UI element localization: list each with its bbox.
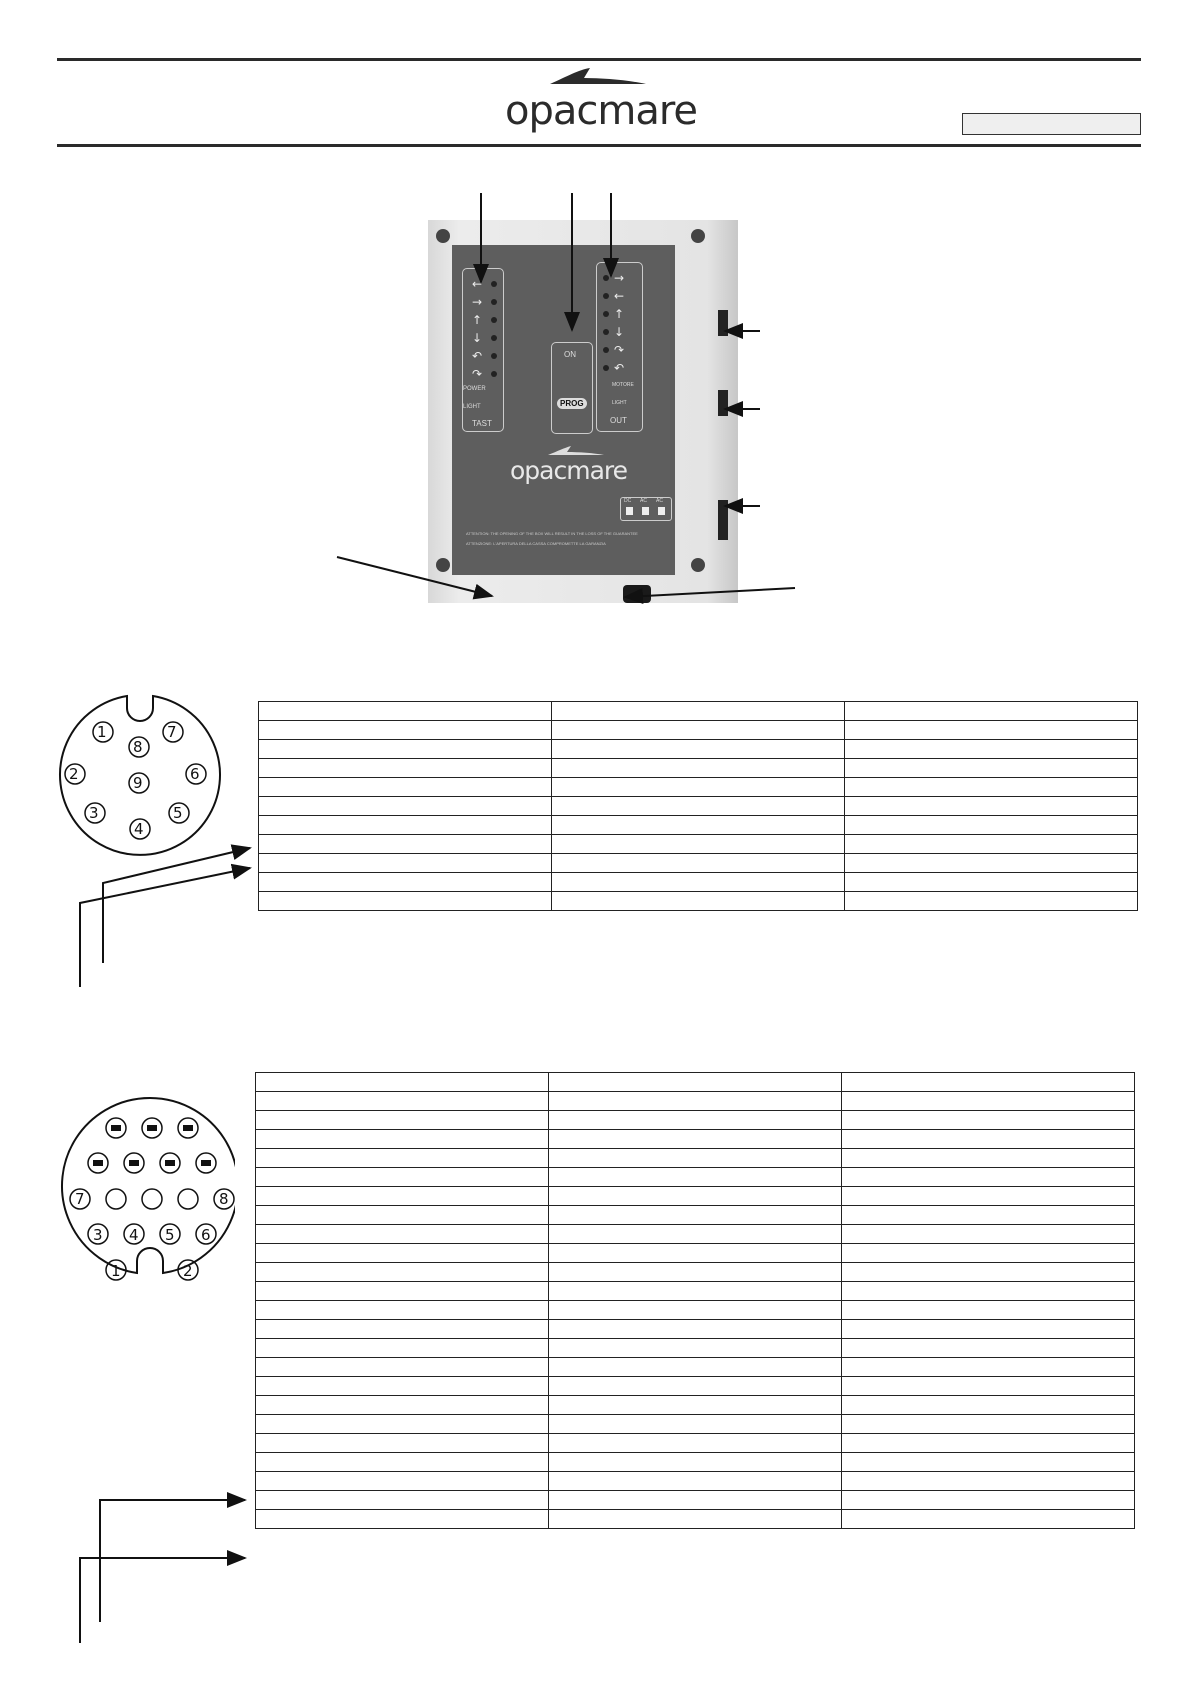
table-cell <box>842 1301 1135 1320</box>
table-cell <box>842 1453 1135 1472</box>
connector-14pin-markers <box>55 1093 235 1283</box>
table-cell <box>256 1092 549 1111</box>
warning-text-en: ATTENTION: THE OPENING OF THE BOX WILL RESULT IN THE LOSS OF THE GUARANTEE <box>466 531 638 536</box>
status-label-ac-1: AC <box>640 498 647 504</box>
table-cell <box>842 1472 1135 1491</box>
table-cell <box>549 1206 842 1225</box>
light-out-label: LIGHT <box>612 400 627 406</box>
table-cell <box>552 702 845 721</box>
warning-text-it: ATTENZIONE: L'APERTURA DELLA CASSA COMPROMETTE LA GARANZIA <box>466 541 606 546</box>
table-cell <box>842 1282 1135 1301</box>
table-row <box>256 1073 1135 1092</box>
table-cell <box>256 1073 549 1092</box>
table-cell <box>256 1377 549 1396</box>
table-row <box>259 721 1138 740</box>
svg-text:→: → <box>472 295 483 309</box>
table-row <box>256 1358 1135 1377</box>
table-row <box>256 1187 1135 1206</box>
svg-text:↷: ↷ <box>472 367 483 381</box>
table-row <box>256 1510 1135 1529</box>
table-cell <box>842 1111 1135 1130</box>
svg-text:↶: ↶ <box>472 349 483 363</box>
table-cell <box>552 721 845 740</box>
table-row <box>256 1225 1135 1244</box>
table-cell <box>259 892 552 911</box>
table-cell <box>842 1092 1135 1111</box>
table-cell <box>549 1396 842 1415</box>
table-row <box>259 778 1138 797</box>
table-row <box>256 1168 1135 1187</box>
table-cell <box>845 873 1138 892</box>
table-cell <box>259 778 552 797</box>
pin1-label: 1 <box>97 723 107 741</box>
table-row <box>256 1320 1135 1339</box>
svg-text:↑: ↑ <box>472 313 483 327</box>
table-cell <box>552 835 845 854</box>
table-cell <box>256 1396 549 1415</box>
table-cell <box>259 740 552 759</box>
out-label: OUT <box>610 416 627 425</box>
power-label: POWER <box>463 386 486 392</box>
table-row <box>256 1130 1135 1149</box>
table-cell <box>842 1491 1135 1510</box>
table-cell <box>845 759 1138 778</box>
table-cell <box>549 1301 842 1320</box>
table-row <box>256 1396 1135 1415</box>
table-cell <box>552 873 845 892</box>
table-cell <box>845 892 1138 911</box>
svg-text:↓: ↓ <box>472 331 483 345</box>
table-cell <box>845 816 1138 835</box>
table2-callout-arrows <box>0 1480 280 1650</box>
pin8-label-c2: 8 <box>219 1190 229 1208</box>
table-cell <box>256 1415 549 1434</box>
table-cell <box>256 1263 549 1282</box>
table-cell <box>256 1320 549 1339</box>
table-row <box>256 1301 1135 1320</box>
pin1-label-c2: 1 <box>111 1262 121 1280</box>
table-row <box>256 1339 1135 1358</box>
table-row <box>256 1415 1135 1434</box>
table-row <box>256 1092 1135 1111</box>
table-cell <box>256 1244 549 1263</box>
svg-text:↓: ↓ <box>614 325 625 339</box>
pin5-label: 5 <box>173 804 183 822</box>
table-cell <box>549 1377 842 1396</box>
table-row <box>259 740 1138 759</box>
table-cell <box>256 1282 549 1301</box>
table-cell <box>256 1206 549 1225</box>
svg-text:↑: ↑ <box>614 307 625 321</box>
table-cell <box>256 1339 549 1358</box>
table-row <box>259 835 1138 854</box>
table-cell <box>256 1111 549 1130</box>
table-cell <box>842 1187 1135 1206</box>
table-cell <box>549 1168 842 1187</box>
pin9-label: 9 <box>133 774 143 792</box>
table-cell <box>549 1320 842 1339</box>
table-cell <box>259 854 552 873</box>
table-cell <box>256 1130 549 1149</box>
table1-callout-arrows <box>0 830 280 1000</box>
table-cell <box>256 1168 549 1187</box>
table-cell <box>549 1491 842 1510</box>
table-cell <box>256 1434 549 1453</box>
table-cell <box>552 854 845 873</box>
table-cell <box>256 1301 549 1320</box>
table-cell <box>549 1434 842 1453</box>
table-cell <box>845 778 1138 797</box>
table-cell <box>259 835 552 854</box>
table-cell <box>549 1339 842 1358</box>
device-callout-arrows <box>0 0 1191 620</box>
table-cell <box>552 740 845 759</box>
table-cell <box>845 854 1138 873</box>
table-cell <box>842 1320 1135 1339</box>
table-cell <box>256 1225 549 1244</box>
table-cell <box>842 1510 1135 1529</box>
status-label-dc: DC <box>624 498 632 504</box>
table-cell <box>549 1111 842 1130</box>
pin6-label: 6 <box>190 765 200 783</box>
table-row <box>259 797 1138 816</box>
table-cell <box>259 873 552 892</box>
table-row <box>256 1111 1135 1130</box>
table-cell <box>256 1187 549 1206</box>
table-cell <box>842 1149 1135 1168</box>
table-row <box>259 854 1138 873</box>
pinout-table-9pin <box>258 701 1138 911</box>
table-cell <box>845 797 1138 816</box>
table-row <box>259 873 1138 892</box>
table-cell <box>845 702 1138 721</box>
table-row <box>259 892 1138 911</box>
table-cell <box>552 778 845 797</box>
svg-text:↷: ↷ <box>614 343 625 357</box>
pin4-label-c2: 4 <box>129 1226 139 1244</box>
table-row <box>259 702 1138 721</box>
table-cell <box>549 1282 842 1301</box>
table-cell <box>549 1187 842 1206</box>
tast-label: TAST <box>472 419 492 428</box>
table-cell <box>549 1472 842 1491</box>
table-row <box>256 1244 1135 1263</box>
pin4-label: 4 <box>134 820 144 838</box>
table-cell <box>256 1358 549 1377</box>
table-cell <box>549 1244 842 1263</box>
table-cell <box>842 1073 1135 1092</box>
svg-text:↶: ↶ <box>614 361 625 375</box>
table-cell <box>845 835 1138 854</box>
table-cell <box>552 759 845 778</box>
pinout-table-14pin <box>255 1072 1135 1529</box>
table-cell <box>842 1206 1135 1225</box>
table-cell <box>259 759 552 778</box>
table-cell <box>845 740 1138 759</box>
table-row <box>256 1472 1135 1491</box>
table-row <box>256 1149 1135 1168</box>
table-cell <box>549 1149 842 1168</box>
pin6-label-c2: 6 <box>201 1226 211 1244</box>
table-cell <box>842 1377 1135 1396</box>
table-cell <box>256 1491 549 1510</box>
table-cell <box>842 1415 1135 1434</box>
table-row <box>256 1206 1135 1225</box>
table-cell <box>842 1339 1135 1358</box>
table-cell <box>256 1453 549 1472</box>
table-row <box>256 1491 1135 1510</box>
svg-text:←: ← <box>614 289 625 303</box>
table-cell <box>259 816 552 835</box>
table-cell <box>549 1130 842 1149</box>
light-label: LIGHT <box>463 404 481 410</box>
pin3-label: 3 <box>89 804 99 822</box>
table-cell <box>842 1263 1135 1282</box>
pin7-label-c2: 7 <box>75 1190 85 1208</box>
pin3-label-c2: 3 <box>93 1226 103 1244</box>
table-cell <box>259 721 552 740</box>
table-cell <box>842 1130 1135 1149</box>
table-cell <box>549 1453 842 1472</box>
table-cell <box>256 1149 549 1168</box>
table-cell <box>842 1434 1135 1453</box>
table-row <box>259 759 1138 778</box>
pin5-label-c2: 5 <box>165 1226 175 1244</box>
motore-label: MOTORE <box>612 382 634 388</box>
table-cell <box>259 702 552 721</box>
table-cell <box>842 1244 1135 1263</box>
table-cell <box>842 1168 1135 1187</box>
table-cell <box>845 721 1138 740</box>
table-cell <box>842 1396 1135 1415</box>
table-cell <box>842 1225 1135 1244</box>
table-cell <box>552 892 845 911</box>
pin8-label: 8 <box>133 738 143 756</box>
svg-text:→: → <box>614 271 625 285</box>
on-label: ON <box>564 350 576 359</box>
table-row <box>256 1263 1135 1282</box>
table-cell <box>842 1358 1135 1377</box>
table-cell <box>549 1092 842 1111</box>
table-cell <box>549 1510 842 1529</box>
table-cell <box>552 797 845 816</box>
table-row <box>256 1434 1135 1453</box>
panel-brand-text: opacmare <box>510 456 628 485</box>
table-cell <box>259 797 552 816</box>
pin2-label: 2 <box>69 765 79 783</box>
table-cell <box>549 1073 842 1092</box>
table-cell <box>256 1472 549 1491</box>
table-cell <box>549 1415 842 1434</box>
table-cell <box>549 1263 842 1282</box>
brand-logo-text: opacmare <box>505 88 698 134</box>
table-cell <box>256 1510 549 1529</box>
table-row <box>259 816 1138 835</box>
status-label-ac-2: AC <box>656 498 663 504</box>
table-cell <box>549 1358 842 1377</box>
svg-text:←: ← <box>472 277 483 291</box>
prog-button[interactable]: PROG <box>557 398 587 409</box>
table-cell <box>549 1225 842 1244</box>
table-row <box>256 1453 1135 1472</box>
table-row <box>256 1377 1135 1396</box>
pin2-label-c2: 2 <box>183 1262 193 1280</box>
table-cell <box>552 816 845 835</box>
table-row <box>256 1282 1135 1301</box>
pin7-label: 7 <box>167 723 177 741</box>
